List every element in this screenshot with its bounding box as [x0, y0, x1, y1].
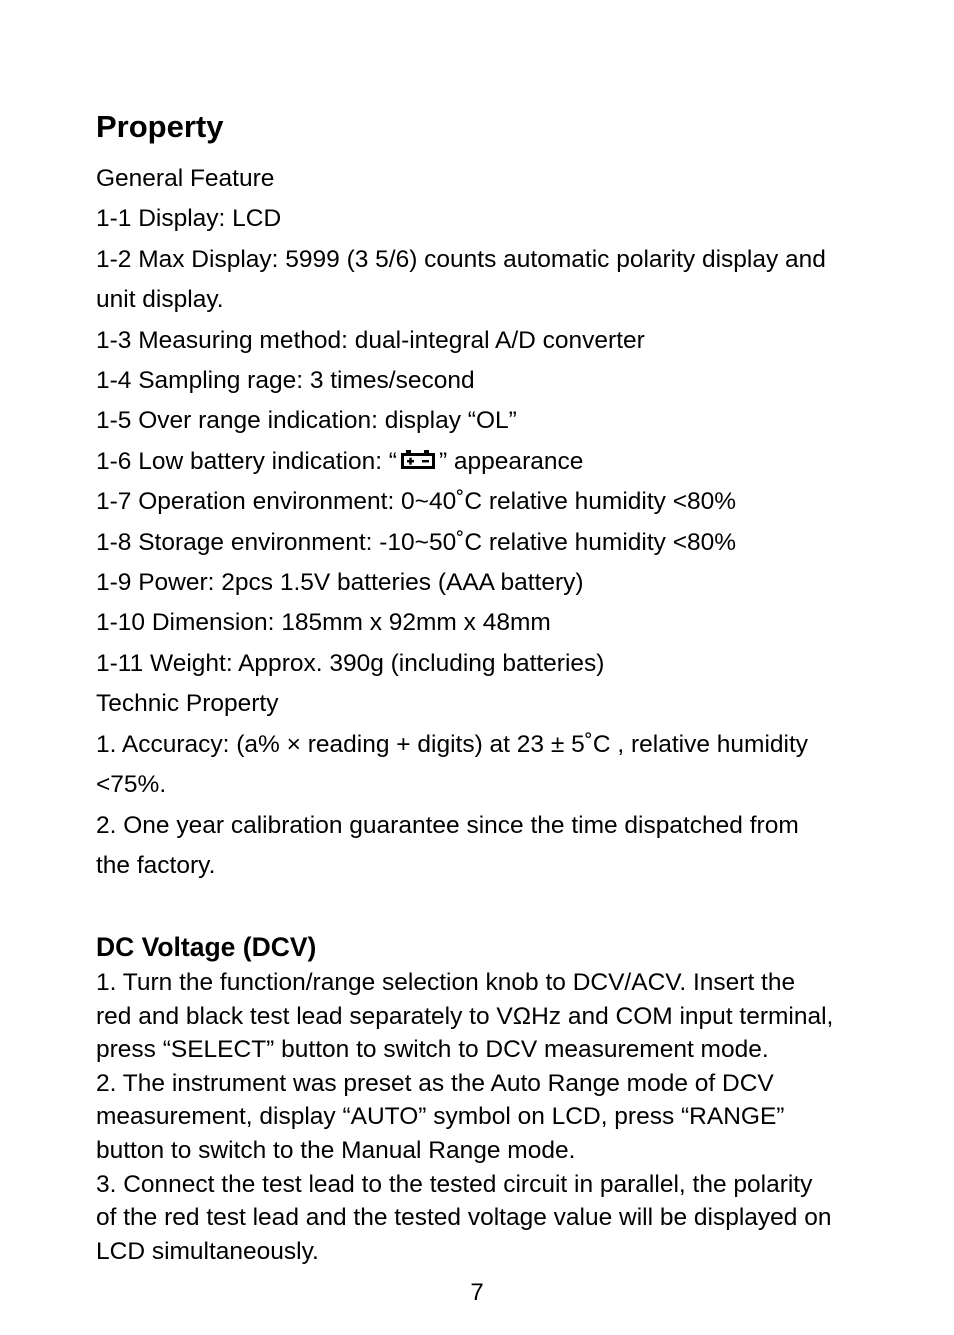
technic-property-label: Technic Property — [96, 690, 279, 718]
dcv-step-3-line1: 3. Connect the test lead to the tested circuit in parallel, the polarity — [96, 1170, 813, 1198]
property-heading: Property — [96, 109, 224, 144]
technic-1-line2: <75%. — [96, 771, 167, 799]
property-section — [96, 159, 908, 886]
dcv-step-1-line1: 1. Turn the function/range selection knob to DCV/ACV. Insert the — [96, 969, 796, 996]
dcv-step-2-line2: measurement, display “AUTO” symbol on LCD, press “RANGE” — [96, 1103, 785, 1131]
feature-1-11: 1-11 Weight: Approx. 390g (including batteries) — [96, 649, 605, 677]
dcv-step-2-line1: 2. The instrument was preset as the Auto Range mode of DCV — [96, 1069, 774, 1097]
feature-1-4: 1-4 Sampling rage: 3 times/second — [96, 367, 475, 395]
feature-1-8: 1-8 Storage environment: -10~50˚C relative humidity <80% — [96, 528, 737, 556]
feature-1-3: 1-3 Measuring method: dual-integral A/D converter — [96, 326, 645, 354]
dcv-section — [96, 966, 916, 1268]
dcv-step-2-line3: button to switch to the Manual Range mode. — [96, 1136, 576, 1164]
feature-1-2-line2: unit display. — [96, 286, 224, 314]
feature-1-2-line1: 1-2 Max Display: 5999 (3 5/6) counts automatic polarity display and — [96, 245, 826, 273]
feature-1-1: 1-1 Display: LCD — [96, 205, 282, 233]
feature-1-6 — [96, 442, 908, 482]
general-feature-label: General Feature — [96, 165, 275, 192]
technic-1-line1: 1. Accuracy: (a% × reading + digits) at 23 ± 5˚C , relative humidity — [96, 730, 809, 758]
battery-icon — [398, 449, 438, 471]
page-number: 7 — [470, 1279, 484, 1306]
technic-2-line1: 2. One year calibration guarantee since the time dispatched from — [96, 811, 799, 839]
dcv-heading: DC Voltage (DCV) — [96, 932, 317, 962]
technic-2-line2: the factory. — [96, 851, 216, 879]
dcv-step-1-line3: press “SELECT” button to switch to DCV measurement mode. — [96, 1036, 769, 1064]
feature-1-9: 1-9 Power: 2pcs 1.5V batteries (AAA battery) — [96, 569, 584, 597]
feature-1-6-prefix: 1-6 Low battery indication: “ — [96, 447, 397, 475]
feature-1-10: 1-10 Dimension: 185mm x 92mm x 48mm — [96, 609, 551, 637]
feature-1-7: 1-7 Operation environment: 0~40˚C relative humidity <80% — [96, 488, 737, 516]
dcv-step-3-line2: of the red test lead and the tested voltage value will be displayed on — [96, 1204, 832, 1232]
dcv-step-3-line3: LCD simultaneously. — [96, 1237, 319, 1265]
feature-1-6-suffix: ” appearance — [438, 447, 584, 475]
feature-1-5: 1-5 Over range indication: display “OL” — [96, 407, 517, 435]
dcv-step-1-line2: red and black test lead separately to VΩHz and COM input terminal, — [96, 1002, 834, 1030]
